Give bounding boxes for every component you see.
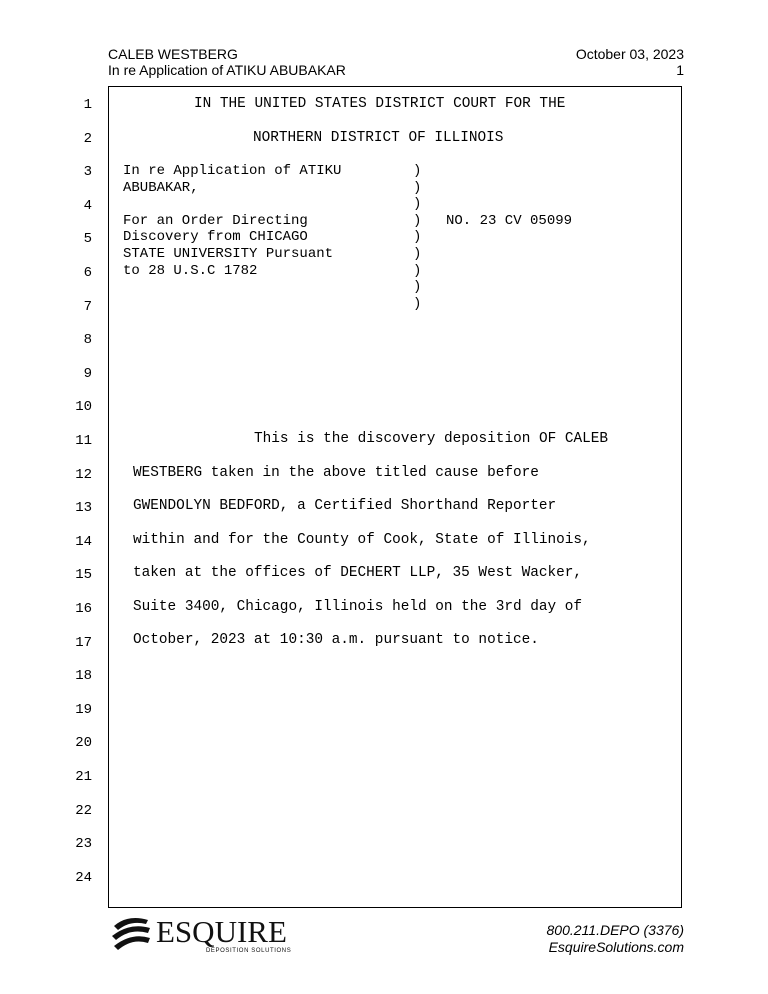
- transcript-line: Suite 3400, Chicago, Illinois held on the 3rd day of: [133, 598, 583, 615]
- transcript-line: This is the discovery deposition OF CALEB: [254, 431, 609, 447]
- page-number: 1: [676, 62, 684, 78]
- caption-line: STATE UNIVERSITY Pursuant: [123, 246, 334, 262]
- caption-line: For an Order Directing: [123, 212, 308, 229]
- line-number: 11: [75, 433, 92, 449]
- line-number: 20: [75, 735, 92, 752]
- case-number: NO. 23 CV 05099: [446, 213, 573, 229]
- caption-paren: ): [413, 246, 422, 262]
- esquire-swirl-icon: [112, 918, 150, 950]
- line-number: 5: [83, 231, 92, 248]
- caption-paren: ): [413, 229, 422, 246]
- court-heading-line2: NORTHERN DISTRICT OF ILLINOIS: [253, 130, 504, 146]
- caption-paren: ): [413, 179, 422, 196]
- case-name: In re Application of ATIKU ABUBAKAR: [108, 62, 346, 78]
- esquire-logo: [110, 912, 320, 956]
- caption-paren: ): [413, 196, 422, 213]
- line-number: 15: [75, 567, 92, 584]
- caption-paren: ): [413, 295, 422, 312]
- line-number: 3: [83, 164, 92, 181]
- caption-line: In re Application of ATIKU: [123, 163, 342, 179]
- line-number: 10: [75, 399, 92, 416]
- line-number: 19: [75, 701, 92, 718]
- transcript-frame: [108, 86, 682, 908]
- transcript-line: October, 2023 at 10:30 a.m. pursuant to notice.: [133, 632, 539, 648]
- caption-paren: ): [413, 262, 422, 279]
- footer-contact: [547, 922, 685, 956]
- line-number: 12: [75, 466, 92, 483]
- line-number: 21: [75, 769, 92, 785]
- line-number: 17: [75, 634, 92, 651]
- deposition-date: October 03, 2023: [575, 46, 684, 62]
- transcript-line: taken at the offices of DECHERT LLP, 35 West Wacker,: [133, 565, 583, 581]
- caption-line: Discovery from CHICAGO: [123, 229, 308, 246]
- transcript-line: within and for the County of Cook, State of Illinois,: [133, 531, 591, 548]
- witness-name: CALEB WESTBERG: [108, 46, 238, 62]
- line-number: 2: [83, 130, 92, 147]
- contact-website: EsquireSolutions.com: [548, 939, 684, 955]
- transcript-line: WESTBERG taken in the above titled cause before: [133, 464, 539, 481]
- line-number: 9: [83, 365, 92, 382]
- line-number: 1: [83, 97, 92, 113]
- court-heading-line1: IN THE UNITED STATES DISTRICT COURT FOR THE: [194, 96, 566, 112]
- line-number: 14: [75, 533, 92, 550]
- caption-paren: ): [413, 163, 422, 179]
- caption-line: to 28 U.S.C 1782: [123, 262, 258, 279]
- line-number: 13: [75, 500, 92, 517]
- line-number: 23: [75, 836, 92, 853]
- line-number: 6: [83, 265, 92, 281]
- line-number: 8: [83, 332, 92, 349]
- transcript-line: GWENDOLYN BEDFORD, a Certified Shorthand Reporter: [133, 498, 557, 514]
- line-number: 22: [75, 802, 92, 819]
- contact-phone: 800.211.DEPO (3376): [546, 922, 684, 938]
- line-number: 7: [83, 298, 92, 315]
- line-number: 18: [75, 668, 92, 685]
- line-number: 16: [75, 601, 92, 617]
- logo-word: ESQUIRE: [156, 914, 287, 949]
- header-right: [576, 46, 684, 78]
- logo-tagline: DEPOSITION SOLUTIONS: [206, 948, 292, 954]
- caption-paren: ): [413, 212, 422, 229]
- header-left: [108, 46, 346, 78]
- line-number: 24: [75, 869, 92, 886]
- caption-line: ABUBAKAR,: [123, 179, 199, 196]
- line-number: 4: [83, 197, 92, 214]
- caption-paren: ): [413, 279, 422, 296]
